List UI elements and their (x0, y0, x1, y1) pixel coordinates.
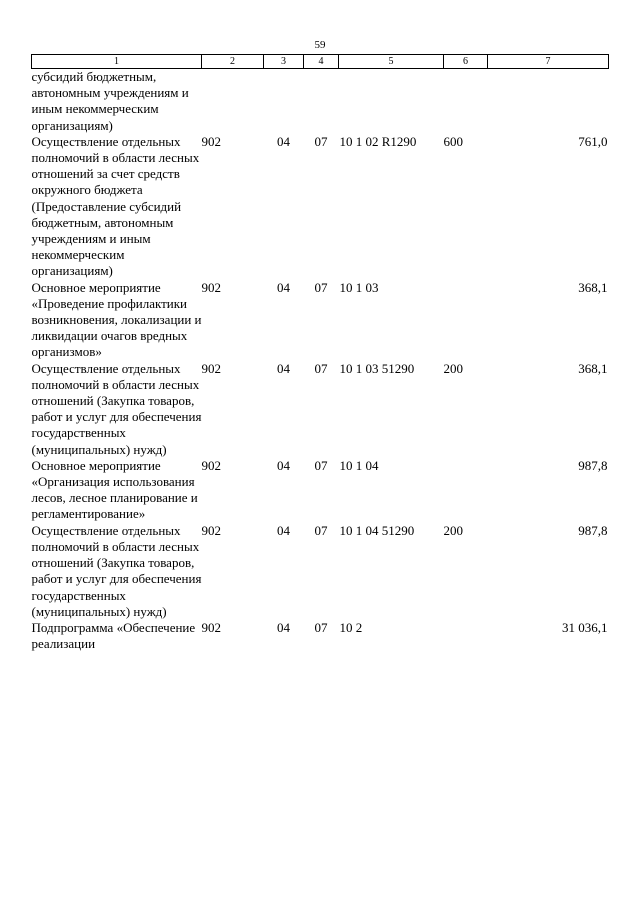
row-ved: 902 (201, 457, 221, 473)
row-name: Основное мероприятие «Организация использования лесов, лесное планирование и регламентирование» (31, 457, 198, 522)
row-ved: 902 (201, 133, 221, 149)
row-name: Осуществление отдельных полномочий в области лесных отношений за счет средств окружного бюджета (Предоставление субсидий бюджетным, автономным учреждениям и иным некоммерческим организациям) (31, 133, 200, 279)
row-sum: 761,0 (578, 133, 608, 149)
table-header (32, 55, 609, 69)
row-name: Подпрограмма «Обеспечение реализации (31, 619, 196, 652)
column-header-5: 5 (339, 55, 444, 69)
row-sum: 987,8 (578, 522, 608, 538)
row-rz: 04 (277, 522, 290, 538)
row-sum: 31 036,1 (562, 619, 608, 635)
page-number: 59 (314, 39, 326, 51)
row-sum: 368,1 (578, 360, 608, 376)
row-sum: 987,8 (578, 457, 608, 473)
row-pr: 07 (314, 133, 328, 149)
row-name: субсидий бюджетным, автономным учреждениям и иным некоммерческим организациям) (31, 69, 189, 133)
row-rz: 04 (277, 457, 290, 473)
row-csr: 10 2 (339, 619, 363, 635)
column-header-1: 1 (32, 55, 202, 69)
row-vr: 200 (443, 522, 463, 538)
row-name: Основное мероприятие «Проведение профилактики возникновения, локализации и ликвидации очагов вредных организмов» (31, 279, 202, 360)
row-ved: 902 (201, 279, 221, 295)
row-csr: 10 1 02 R1290 (339, 133, 417, 149)
row-ved (202, 69, 264, 134)
row-csr (339, 69, 444, 134)
row-rz: 04 (277, 133, 290, 149)
row-vr (444, 620, 488, 652)
table-body (32, 69, 609, 653)
table-row (32, 280, 609, 361)
row-vr (444, 280, 488, 361)
row-name: Осуществление отдельных полномочий в области лесных отношений (Закупка товаров, работ и услуг для обеспечения государственных (муниципальных) нужд) (31, 522, 202, 619)
row-rz: 04 (277, 279, 290, 295)
row-ved: 902 (201, 360, 221, 376)
row-csr: 10 1 04 (339, 457, 379, 473)
row-rz: 04 (277, 619, 290, 635)
row-rz (264, 69, 304, 134)
table-row (32, 361, 609, 458)
row-vr (444, 69, 488, 134)
row-sum: 368,1 (578, 279, 608, 295)
row-csr: 10 1 03 (339, 279, 379, 295)
row-csr: 10 1 03 51290 (339, 360, 415, 376)
row-pr: 07 (314, 360, 328, 376)
row-vr: 200 (443, 360, 463, 376)
column-header-2: 2 (202, 55, 264, 69)
row-ved: 902 (201, 619, 221, 635)
row-vr: 600 (443, 133, 463, 149)
row-csr: 10 1 04 51290 (339, 522, 415, 538)
row-pr: 07 (314, 619, 328, 635)
row-pr: 07 (314, 279, 328, 295)
row-pr: 07 (314, 522, 328, 538)
column-header-3: 3 (264, 55, 304, 69)
row-vr (444, 458, 488, 523)
row-sum (488, 69, 609, 134)
table-row (32, 523, 609, 620)
column-header-6: 6 (444, 55, 488, 69)
column-header-4: 4 (304, 55, 339, 69)
table-row (32, 69, 609, 134)
row-ved: 902 (201, 522, 221, 538)
row-rz: 04 (277, 360, 290, 376)
budget-table (31, 54, 609, 652)
table-row (32, 458, 609, 523)
column-header-7: 7 (488, 55, 609, 69)
table-row (32, 134, 609, 280)
column-number-row (32, 55, 609, 69)
table-row (32, 620, 609, 652)
row-pr: 07 (314, 457, 328, 473)
row-name: Осуществление отдельных полномочий в области лесных отношений (Закупка товаров, работ и услуг для обеспечения государственных (муниципальных) нужд) (31, 360, 202, 457)
row-pr (304, 69, 339, 134)
